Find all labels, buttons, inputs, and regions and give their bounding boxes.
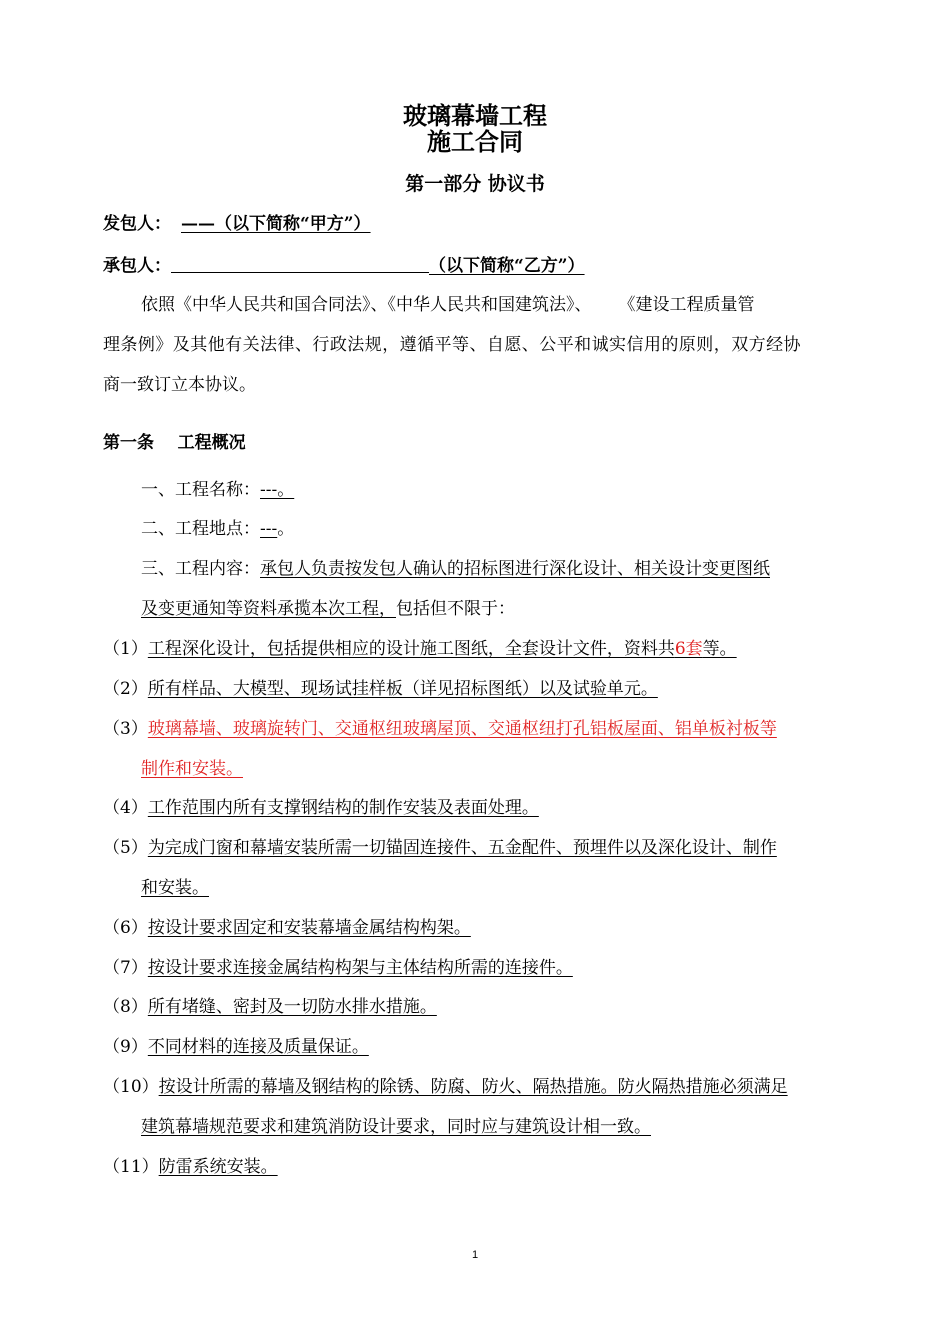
scope-item-1-num: （1）: [103, 639, 148, 659]
project-name-value: ---。: [260, 480, 295, 500]
scope-item-2-num: （2）: [103, 679, 148, 699]
scope-item-3-text-2: 制作和安装。: [141, 759, 243, 779]
scope-item-5-cont: [141, 877, 209, 899]
scope-item-3: [103, 718, 777, 740]
employer-value: ——（以下简称“甲方”）: [181, 214, 371, 234]
project-content-line-1: [141, 558, 770, 580]
scope-item-10-cont: [141, 1116, 651, 1138]
scope-item-4-text: 工作范围内所有支撑钢结构的制作安装及表面处理。: [147, 798, 539, 818]
scope-item-3-text-1: 玻璃幕墙、玻璃旋转门、交通枢纽玻璃屋顶、交通枢纽打孔铝板屋面、铝单板衬板等: [147, 719, 777, 739]
scope-item-6-num: （6）: [103, 918, 148, 938]
project-content-suffix: 包括但不限于：: [396, 599, 515, 619]
scope-item-8: [103, 996, 437, 1018]
scope-item-9: [103, 1036, 369, 1058]
document-title-line1: 玻璃幕墙工程: [403, 101, 547, 130]
scope-item-2-text: 所有样品、大模型、现场试挂样板（详见招标图纸）以及试验单元。: [147, 679, 658, 699]
project-content-line-2: [141, 598, 515, 620]
scope-item-10-num: （10）: [103, 1077, 159, 1097]
page-number: 1: [471, 1249, 479, 1261]
scope-item-11-num: （11）: [103, 1157, 159, 1177]
scope-item-10: [103, 1076, 788, 1098]
scope-item-3-cont: [141, 758, 243, 780]
scope-item-4: [103, 797, 539, 819]
scope-item-1: [103, 638, 737, 660]
scope-item-6-text: 按设计要求固定和安装幕墙金属结构构架。: [147, 918, 471, 938]
contractor-blank: [171, 254, 429, 273]
preamble-line-3: 商一致订立本协议。: [103, 375, 256, 395]
preamble-line-2: 理条例》及其他有关法律、行政法规，遵循平等、自愿、公平和诚实信用的原则，双方经协: [103, 335, 801, 355]
contractor-label: 承包人：: [103, 256, 171, 276]
project-location-label: 二、工程地点：: [141, 519, 260, 539]
contractor-line: [103, 254, 585, 277]
scope-item-7-num: （7）: [103, 958, 148, 978]
scope-item-1-pre: 工程深化设计，包括提供相应的设计施工图纸，全套设计文件，资料共: [147, 639, 675, 659]
scope-item-7-text: 按设计要求连接金属结构构架与主体结构所需的连接件。: [147, 958, 573, 978]
scope-item-7: [103, 957, 573, 979]
project-location-line: [141, 518, 294, 540]
document-title-line2: 施工合同: [427, 127, 523, 156]
scope-item-11: [103, 1156, 278, 1178]
scope-item-1-highlight: 6套: [674, 639, 703, 659]
scope-item-5-text-1: 为完成门窗和幕墙安装所需一切锚固连接件、五金配件、预埋件以及深化设计、制作: [147, 838, 777, 858]
scope-item-8-num: （8）: [103, 997, 148, 1017]
project-content-text-1: 承包人负责按发包人确认的招标图进行深化设计、相关设计变更图纸: [260, 559, 770, 579]
scope-item-5: [103, 837, 777, 859]
scope-item-5-num: （5）: [103, 838, 148, 858]
scope-item-10-text-2: 建筑幕墙规范要求和建筑消防设计要求，同时应与建筑设计相一致。: [141, 1117, 651, 1137]
scope-item-5-text-2: 和安装。: [141, 878, 209, 898]
scope-item-11-text: 防雷系统安装。: [158, 1157, 278, 1177]
project-content-text-2: 及变更通知等资料承揽本次工程，: [141, 599, 396, 619]
project-name-label: 一、工程名称：: [141, 480, 260, 500]
employer-line: [103, 213, 371, 235]
project-location-suffix: 。: [277, 519, 295, 539]
project-content-label: 三、工程内容：: [141, 559, 260, 579]
scope-item-6: [103, 917, 471, 939]
preamble-line-1: 依照《中华人民共和国合同法》、《中华人民共和国建筑法》、 《建设工程质量管: [141, 295, 755, 315]
scope-item-2: [103, 678, 658, 700]
project-name-line: [141, 479, 294, 501]
scope-item-9-num: （9）: [103, 1037, 148, 1057]
scope-item-3-num: （3）: [103, 719, 148, 739]
scope-item-8-text: 所有堵缝、密封及一切防水排水措施。: [147, 997, 437, 1017]
scope-item-9-text: 不同材料的连接及质量保证。: [147, 1037, 369, 1057]
scope-item-10-text-1: 按设计所需的幕墙及钢结构的除锈、防腐、防火、隔热措施。防火隔热措施必须满足: [158, 1077, 788, 1097]
contractor-value: （以下简称“乙方”）: [429, 256, 585, 276]
scope-item-1-post: 等。: [702, 639, 737, 659]
article-1-heading: 第一条 工程概况: [103, 433, 246, 453]
project-location-value: ---: [260, 519, 278, 539]
scope-item-1-text: [148, 639, 737, 659]
scope-item-4-num: （4）: [103, 798, 148, 818]
employer-label: 发包人：: [103, 214, 171, 234]
section-title: 第一部分 协议书: [405, 173, 545, 195]
